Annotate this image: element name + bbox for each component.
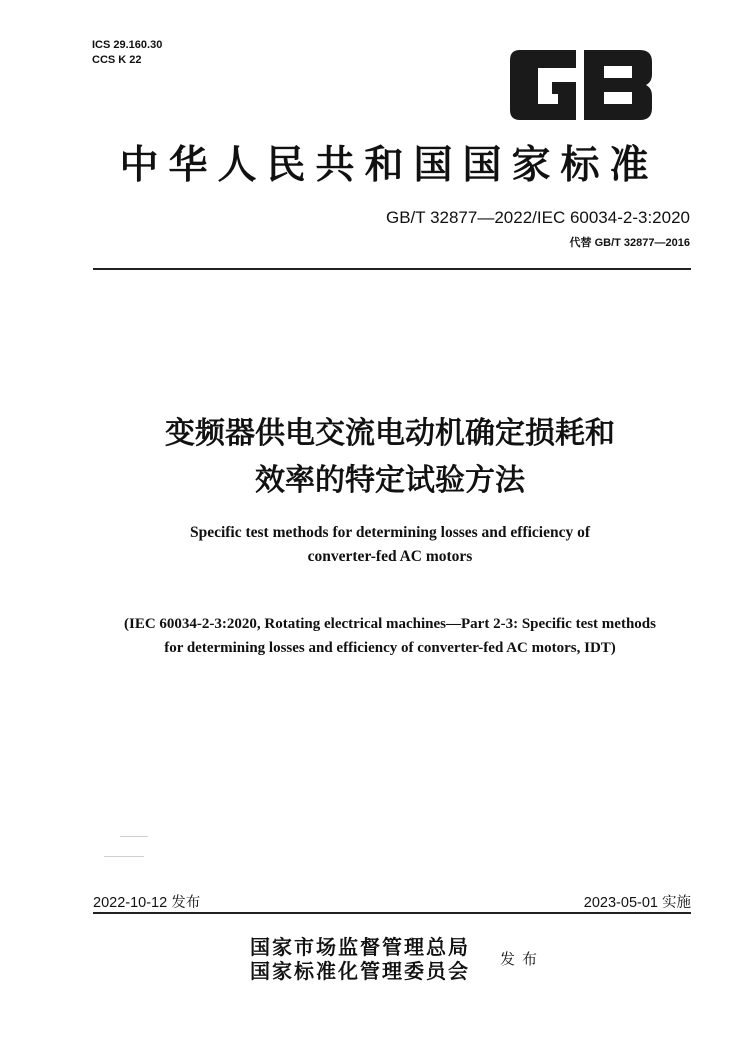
chinese-title <box>70 410 710 504</box>
implementation-date: 2023-05-01 实施 <box>583 895 691 911</box>
chinese-title-line-1: 变频器供电交流电动机确定损耗和 <box>165 416 615 451</box>
english-title-line-2: converter-fed AC motors <box>307 548 473 565</box>
iec-reference-line-1: (IEC 60034-2-3:2020, Rotating electrical machines—Part 2-3: Specific test methods <box>124 616 656 632</box>
issuing-authorities <box>250 935 470 983</box>
chinese-title-line-2: 效率的特定试验方法 <box>255 463 525 498</box>
issue-label: 发布 <box>500 950 545 968</box>
scan-speck <box>120 836 148 837</box>
english-title <box>60 521 720 569</box>
ccs-code: CCS K 22 <box>92 54 142 66</box>
ics-code: ICS 29.160.30 <box>92 39 163 51</box>
issuer-samr: 国家市场监督管理总局 <box>250 935 470 959</box>
publication-date: 2022-10-12 发布 <box>93 895 201 911</box>
header-divider <box>93 268 691 270</box>
scan-speck <box>104 856 144 857</box>
standard-number: GB/T 32877—2022/IEC 60034-2-3:2020 <box>385 208 690 227</box>
replaces-standard: 代替 GB/T 32877—2016 <box>569 237 690 249</box>
english-title-line-1: Specific test methods for determining losses and efficiency of <box>189 524 591 541</box>
iec-reference <box>50 612 730 660</box>
footer-divider <box>93 912 691 914</box>
gb-logo-g-shape <box>510 50 576 120</box>
iec-reference-line-2: for determining losses and efficiency of converter-fed AC motors, IDT) <box>164 640 616 656</box>
classification-codes <box>92 38 162 68</box>
gb-logo-b-shape <box>584 50 652 120</box>
issuer-sac: 国家标准化管理委员会 <box>250 959 470 983</box>
standard-type-heading: 中华人民共和国国家标准 <box>119 142 659 188</box>
gb-logo <box>508 46 654 124</box>
